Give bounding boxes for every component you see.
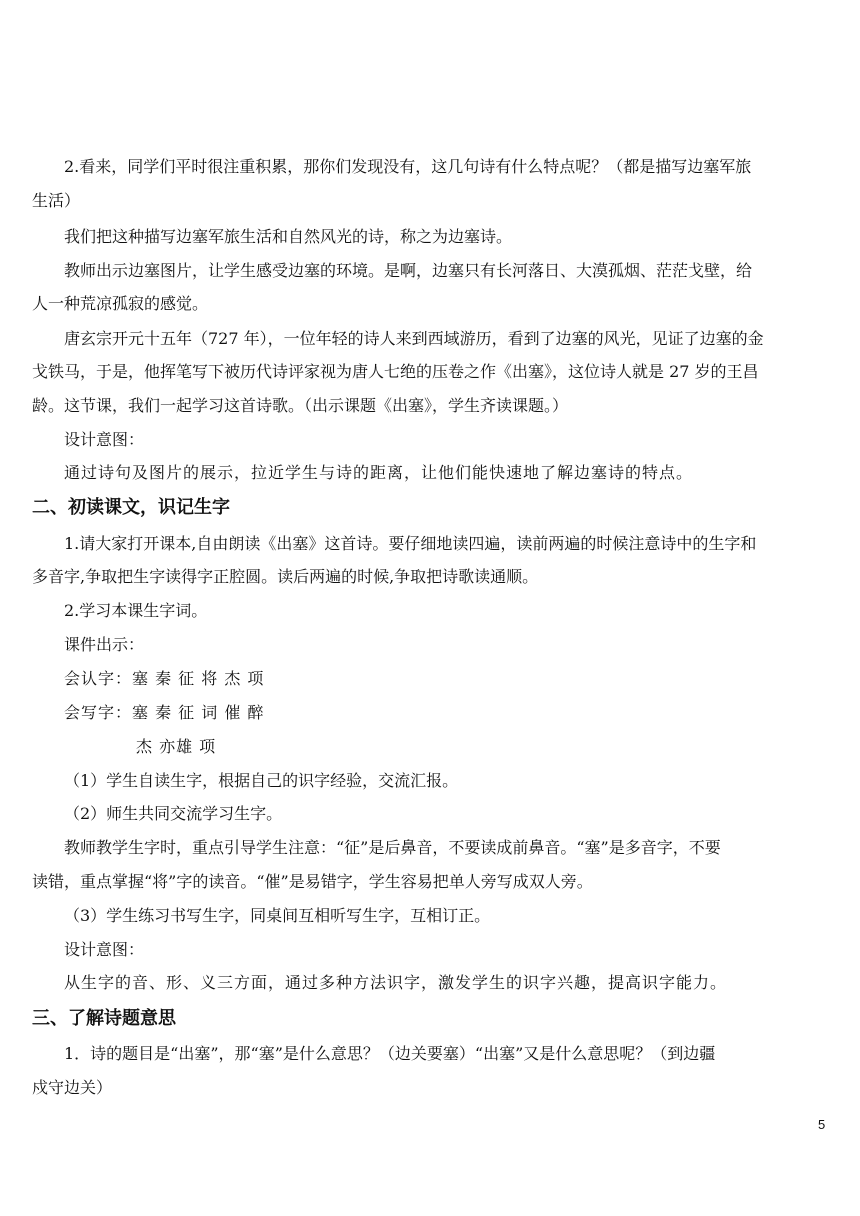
paragraph-line: 生活） — [32, 191, 81, 210]
courseware-label: 课件出示： — [64, 635, 145, 654]
design-intent-text: 从生字的音、形、义三方面，通过多种方法识字，激发学生的识字兴趣，提高识字能力。 — [64, 973, 728, 992]
design-intent-text: 通过诗句及图片的展示，拉近学生与诗的距离，让他们能快速地了解边塞诗的特点。 — [64, 463, 694, 482]
paragraph-line: 戈铁马，于是，他挥笔写下被历代诗评家视为唐人七绝的压卷之作《出塞》，这位诗人就是 27 岁的王昌 — [32, 362, 759, 381]
paragraph: 我们把这种描写边塞军旅生活和自然风光的诗，称之为边塞诗。 — [64, 227, 513, 246]
design-intent-label: 设计意图： — [64, 940, 145, 959]
paragraph-line: 1．诗的题目是“出塞”，那“塞”是什么意思？（边关要塞）“出塞”又是什么意思呢？（到边疆 — [64, 1044, 716, 1063]
step-item: （3）学生练习书写生字，同桌间互相听写生字，互相订正。 — [64, 906, 491, 925]
paragraph-line: 龄。这节课，我们一起学习这首诗歌。（出示课题《出塞》，学生齐读课题。） — [32, 396, 569, 415]
paragraph-line: 2.看来，同学们平时很注重积累，那你们发现没有，这几句诗有什么特点呢？（都是描写边塞军旅 — [64, 157, 752, 176]
paragraph-line: 唐玄宗开元十五年（727 年），一位年轻的诗人来到西域游历，看到了边塞的风光，见证了边塞的金 — [64, 329, 764, 348]
step-item: （1）学生自读生字，根据自己的识字经验，交流汇报。 — [64, 771, 459, 790]
paragraph-line: 教师出示边塞图片，让学生感受边塞的环境。是啊，边塞只有长河落日、大漠孤烟、茫茫戈壁，给 — [64, 261, 753, 280]
section-heading: 三、了解诗题意思 — [32, 1008, 176, 1029]
write-characters-continued: 杰 亦雄 项 — [136, 737, 217, 756]
paragraph-line: 多音字,争取把生字读得字正腔圆。读后两遍的时候,争取把诗歌读通顺。 — [32, 567, 539, 586]
paragraph-line: 1.请大家打开课本,自由朗读《出塞》这首诗。要仔细地读四遍，读前两遍的时候注意诗中的生字和 — [64, 534, 757, 553]
recognize-characters: 会认字：塞 秦 征 将 杰 项 — [64, 669, 265, 688]
page-number: 5 — [818, 1117, 826, 1132]
paragraph-line: 人一种荒凉孤寂的感觉。 — [32, 294, 209, 313]
paragraph: 2.学习本课生字词。 — [64, 601, 208, 620]
section-heading: 二、初读课文，识记生字 — [32, 497, 230, 518]
paragraph-line: 读错，重点掌握“将”字的读音。“催”是易错字，学生容易把单人旁写成双人旁。 — [32, 872, 593, 891]
write-characters: 会写字：塞 秦 征 词 催 醉 — [64, 703, 265, 722]
step-item: （2）师生共同交流学习生字。 — [64, 804, 283, 823]
paragraph-line: 教师教学生字时，重点引导学生注意：“征”是后鼻音，不要读成前鼻音。“塞”是多音字，不要 — [64, 838, 721, 857]
paragraph-line: 戍守边关） — [32, 1078, 113, 1097]
design-intent-label: 设计意图： — [64, 430, 145, 449]
